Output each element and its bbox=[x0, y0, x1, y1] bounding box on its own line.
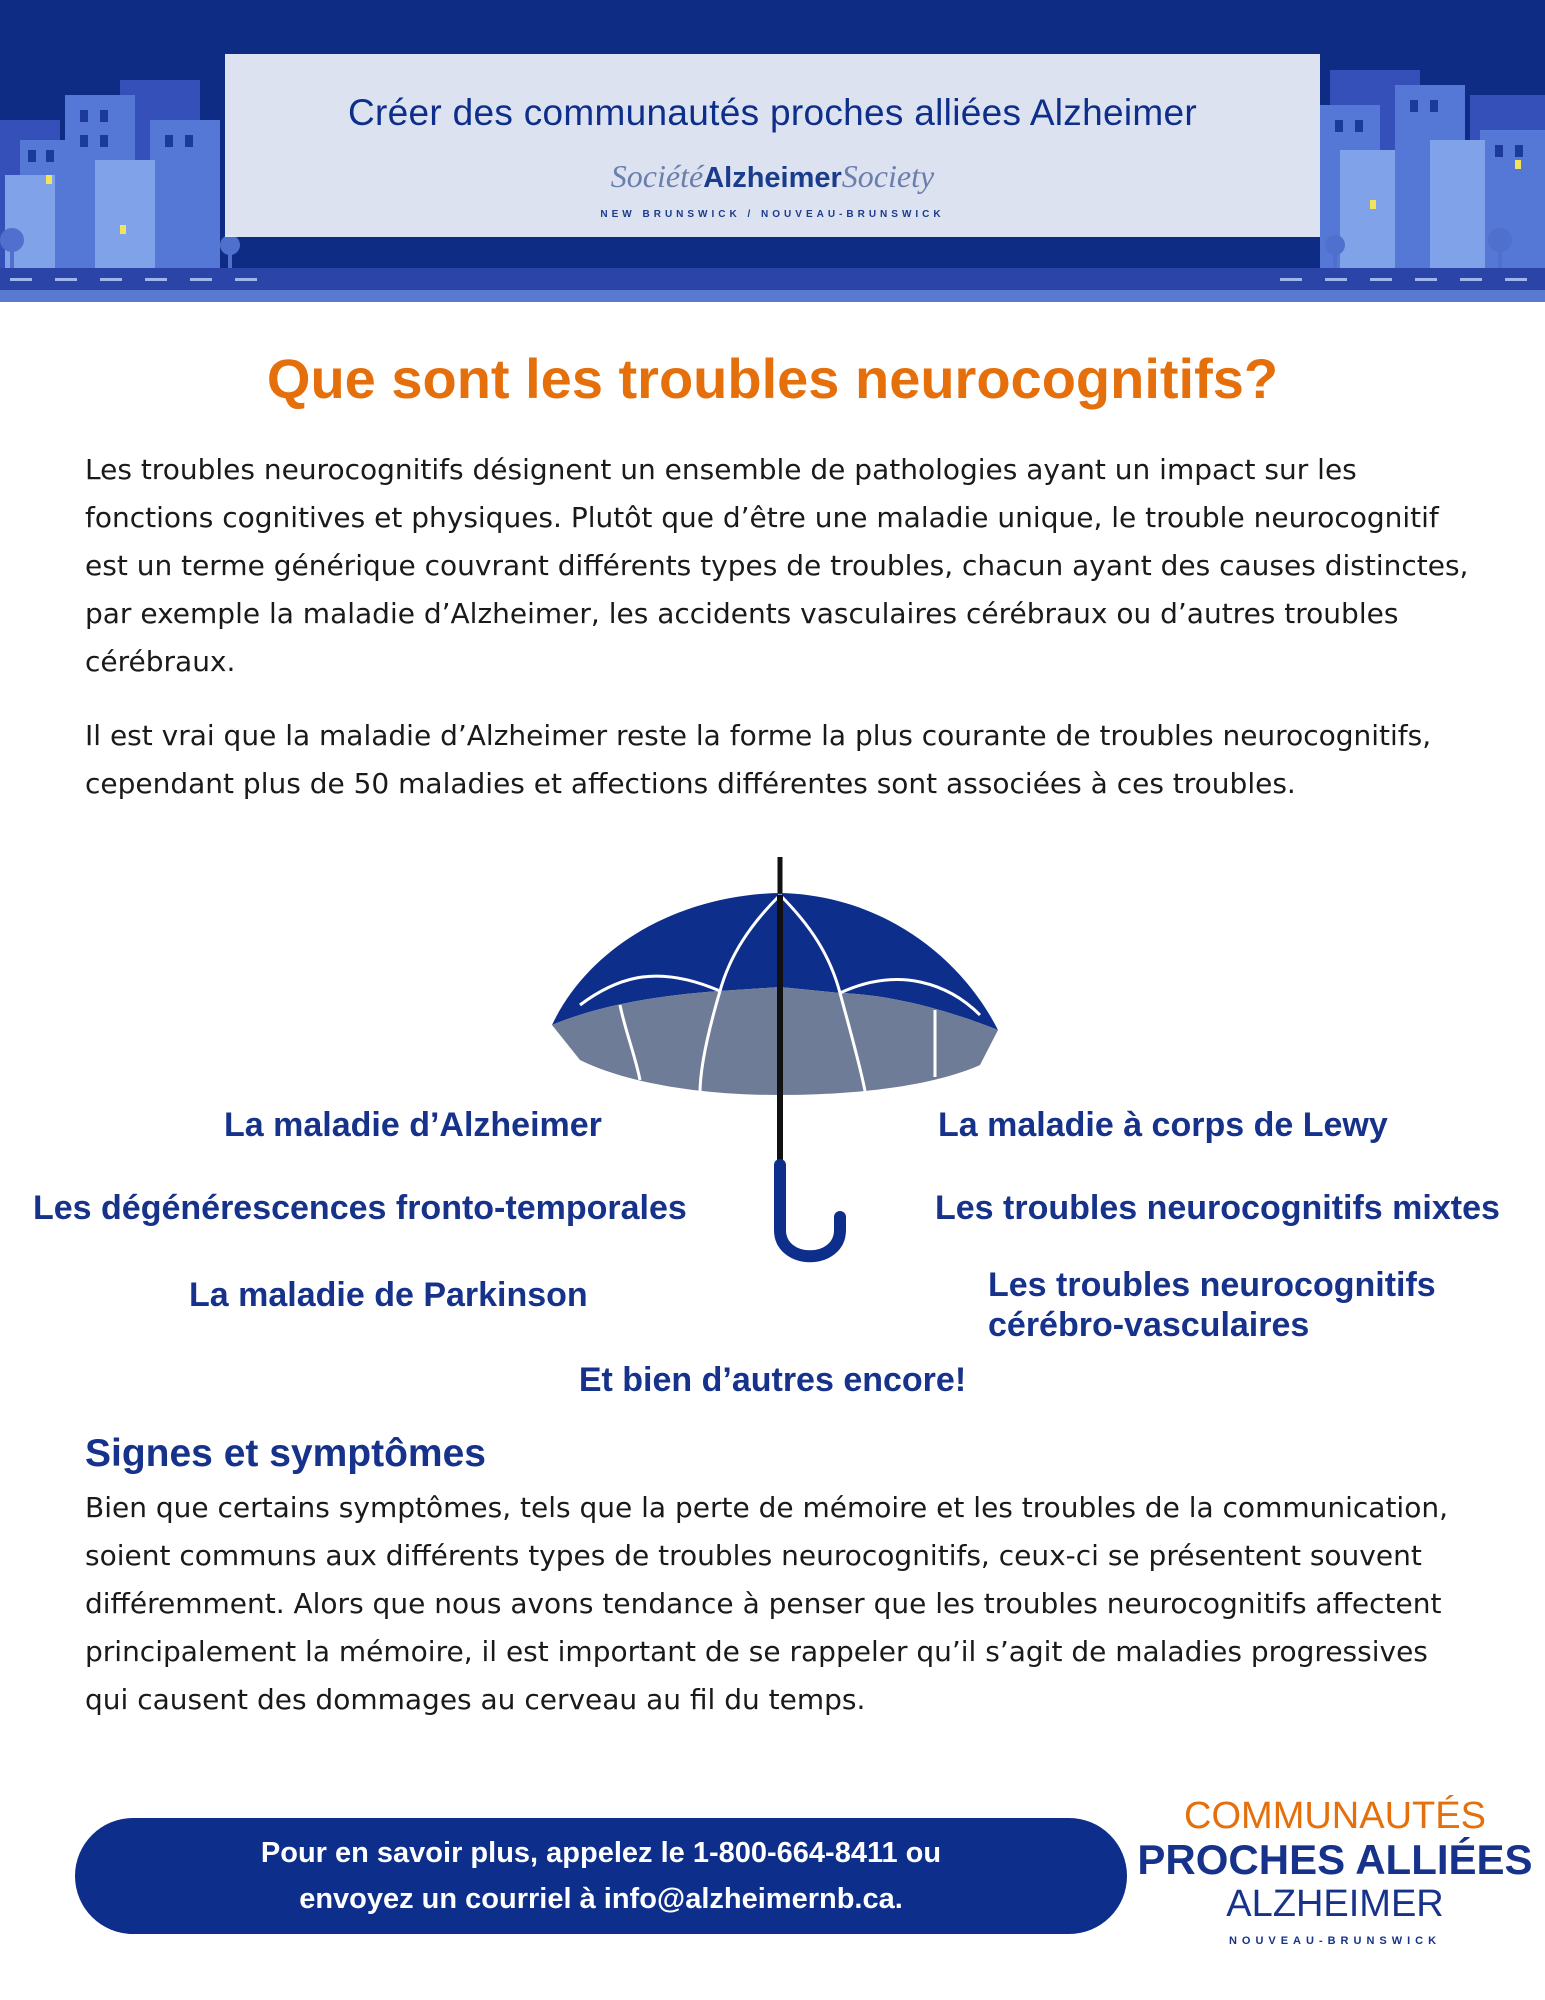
contact-banner bbox=[75, 1818, 1127, 1934]
header-banner bbox=[0, 0, 1545, 302]
logo-societe: Société bbox=[610, 158, 704, 194]
brand-line2: PROCHES ALLIÉES bbox=[1137, 1836, 1533, 1883]
condition-vascular-line1: Les troubles neurocognitifs bbox=[988, 1266, 1436, 1304]
page-title: Que sont les troubles neurocognitifs? bbox=[266, 347, 1279, 410]
alzheimer-society-logo bbox=[225, 158, 1320, 195]
condition-mixed: Les troubles neurocognitifs mixtes bbox=[935, 1189, 1500, 1227]
brand-line3: ALZHEIMER bbox=[1226, 1883, 1444, 1925]
contact-line2: envoyez un courriel à info@alzheimernb.ca. bbox=[299, 1883, 903, 1915]
logo-alzheimer: Alzheimer bbox=[703, 162, 842, 194]
condition-fronto-temporal: Les dégénérescences fronto-temporales bbox=[33, 1189, 687, 1227]
brand-line4: NOUVEAU-BRUNSWICK bbox=[1228, 1935, 1442, 1947]
condition-parkinson: La maladie de Parkinson bbox=[189, 1276, 588, 1314]
header-title-box bbox=[225, 54, 1320, 237]
prevalence-paragraph: Il est vrai que la maladie d’Alzheimer reste la forme la plus courante de troubles neurocognitifs, cependant plus de 50 maladies et affections différentes sont associées à ces troubles. bbox=[85, 719, 1432, 800]
condition-vascular-line2: cérébro-vasculaires bbox=[988, 1306, 1310, 1344]
header-headline: Créer des communautés proches alliées Alzheimer bbox=[347, 92, 1198, 133]
condition-alzheimer: La maladie d’Alzheimer bbox=[224, 1106, 602, 1144]
condition-vascular bbox=[988, 1265, 1508, 1345]
brand-logo bbox=[1135, 1795, 1535, 1947]
logo-society: Society bbox=[841, 158, 935, 194]
logo-region: NEW BRUNSWICK / NOUVEAU-BRUNSWICK bbox=[600, 209, 945, 220]
contact-line1: Pour en savoir plus, appelez le 1-800-664-8411 ou bbox=[260, 1837, 942, 1869]
condition-others: Et bien d’autres encore! bbox=[578, 1361, 967, 1399]
symptoms-paragraph: Bien que certains symptômes, tels que la perte de mémoire et les troubles de la communication, soient communs aux différents types de troubles neurocognitifs, ceux-ci se présentent souvent différemment. Alors que nous avons tendance à penser que les troubles neurocognitifs affectent principalement la mémoire, il est important de se rappeler qu’il s’agit de maladies progressives qui causent des dommages au cerveau au fil du temps. bbox=[85, 1491, 1448, 1716]
brand-line1: COMMUNAUTÉS bbox=[1184, 1795, 1486, 1837]
condition-lewy: La maladie à corps de Lewy bbox=[938, 1106, 1388, 1144]
intro-paragraph: Les troubles neurocognitifs désignent un ensemble de pathologies ayant un impact sur les fonctions cognitives et physiques. Plutôt que d’être une maladie unique, le trouble neurocognitif est un terme générique couvrant différents types de troubles, chacun ayant des causes distinctes, par exemple la maladie d’Alzheimer, les accidents vasculaires cérébraux ou d’autres troubles cérébraux. bbox=[85, 453, 1469, 678]
symptoms-heading: Signes et symptômes bbox=[85, 1432, 486, 1475]
